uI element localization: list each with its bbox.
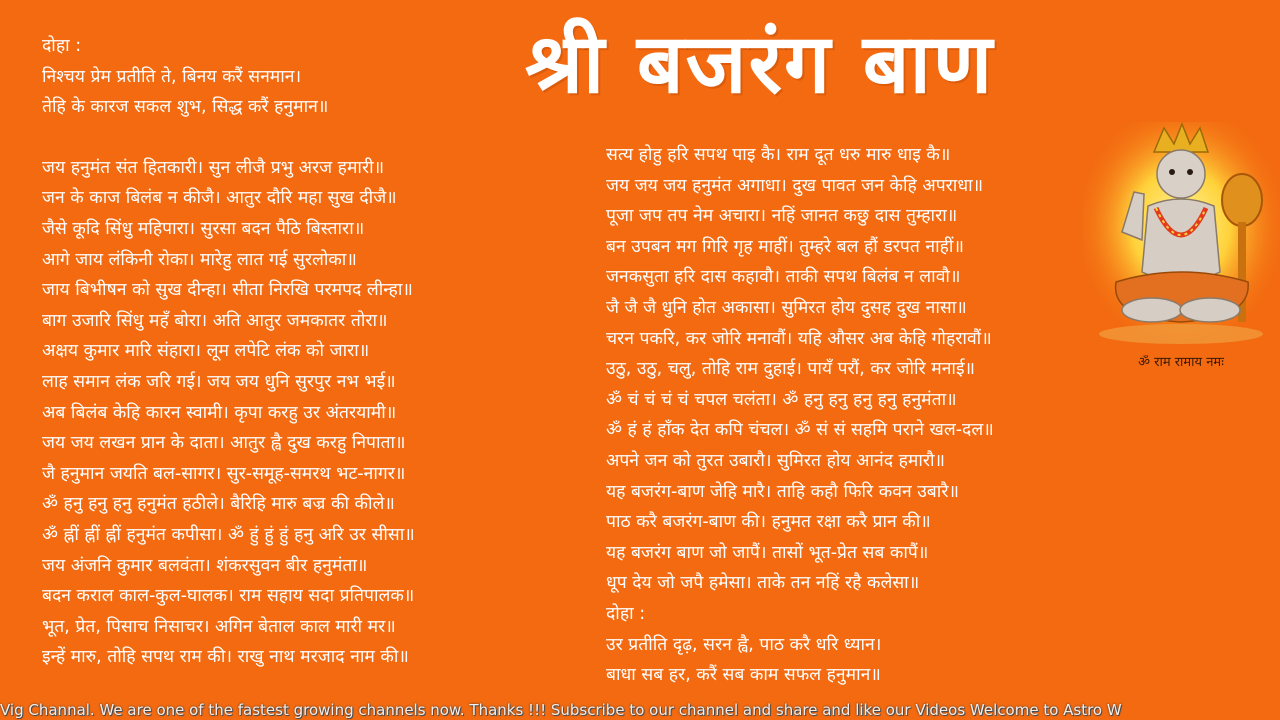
verse-line: जन के काज बिलंब न कीजै। आतुर दौरि महा सुख दीजै॥ xyxy=(42,188,397,209)
verse-line: जाय बिभीषन को सुख दीन्हा। सीता निरखि परमपद लीन्हा॥ xyxy=(42,280,413,301)
verse-line: जै जै जै धुनि होत अकासा। सुमिरत होय दुसह दुख नासा॥ xyxy=(606,297,967,318)
verse-line: अपने जन को तुरत उबारौ। सुमिरत होय आनंद हमारौ॥ xyxy=(606,450,946,471)
verse-line: अब बिलंब केहि कारन स्वामी। कृपा करहु उर अंतरयामी॥ xyxy=(42,402,397,423)
verse-line: धूप देय जो जपै हमेसा। ताके तन नहिं रहै कलेसा॥ xyxy=(606,573,920,594)
doha-line: तेहि के कारज सकल शुभ, सिद्ध करैं हनुमान॥ xyxy=(42,97,329,118)
deity-caption: ॐ राम रामाय नमः xyxy=(1138,355,1224,370)
scrolling-ticker: Vig Channal. We are one of the fastest growing channels now. Thanks !!! Subscribe to our channel and share and like our Videos Welcome to Astro W xyxy=(0,701,1122,719)
verse-line: जैसे कूदि सिंधु महिपारा। सुरसा बदन पैठि बिस्तारा॥ xyxy=(42,218,365,239)
verse-line: बाग उजारि सिंधु महँ बोरा। अति आतुर जमकातर तोरा॥ xyxy=(42,310,388,331)
verse-line: यह बजरंग-बाण जेहि मारै। ताहि कहौ फिरि कवन उबारै॥ xyxy=(606,481,959,502)
verse-line: जनकसुता हरि दास कहावौ। ताकी सपथ बिलंब न लावौ॥ xyxy=(606,267,961,288)
verse-line: ॐ ह्नीं ह्नीं ह्नीं हनुमंत कपीसा। ॐ हुं हुं हुं हनु अरि उर सीसा॥ xyxy=(42,524,415,545)
verse-line: बदन कराल काल-कुल-घालक। राम सहाय सदा प्रतिपालक॥ xyxy=(42,586,415,607)
verse-line: इन्हें मारु, तोहि सपथ राम की। राखु नाथ मरजाद नाम की॥ xyxy=(42,647,409,668)
right-verse-column xyxy=(606,140,994,691)
verse-line: बन उपबन मग गिरि गृह माहीं। तुम्हरे बल हौं डरपत नाहीं॥ xyxy=(606,236,964,257)
doha-line: बाधा सब हर, करैं सब काम सफल हनुमान॥ xyxy=(606,665,881,686)
verse-line: ॐ हनु हनु हनु हनुमंत हठीले। बैरिहि मारु बज्र की कीले॥ xyxy=(42,494,395,515)
verse-line: अक्षय कुमार मारि संहारा। लूम लपेटि लंक को जारा॥ xyxy=(42,341,370,362)
verse-line: जय हनुमंत संत हितकारी। सुन लीजै प्रभु अरज हमारी॥ xyxy=(42,157,385,178)
verse-line: जय अंजनि कुमार बलवंता। शंकरसुवन बीर हनुमंता॥ xyxy=(42,555,368,576)
verse-line: जय जय लखन प्रान के दाता। आतुर ह्वै दुख करहु निपाता॥ xyxy=(42,433,406,454)
verse-line: ॐ हं हं हाँक देत कपि चंचल। ॐ सं सं सहमि पराने खल-दल॥ xyxy=(606,420,994,441)
verse-line: सत्य होहु हरि सपथ पाइ कै। राम दूत धरु मारु धाइ कै॥ xyxy=(606,145,951,165)
verse-line: यह बजरंग बाण जो जापैं। तासों भूत-प्रेत सब कापैं॥ xyxy=(606,542,929,563)
hanuman-icon xyxy=(1082,122,1280,352)
verse-line: लाह समान लंक जरि गई। जय जय धुनि सुरपुर नभ भई॥ xyxy=(42,371,396,392)
doha-line: निश्चय प्रेम प्रतीति ते, बिनय करैं सनमान। xyxy=(42,66,302,87)
verse-line: पूजा जप तप नेम अचारा। नहिं जानत कछु दास तुम्हारा॥ xyxy=(606,206,958,227)
verse-line: भूत, प्रेत, पिसाच निसाचर। अगिन बेताल काल मारी मर॥ xyxy=(42,616,396,637)
verse-line: जै हनुमान जयति बल-सागर। सुर-समूह-समरथ भट-नागर॥ xyxy=(42,463,406,484)
verse-line: चरन पकरि, कर जोरि मनावौं। यहि औसर अब केहि गोहरावौं॥ xyxy=(606,328,992,349)
verse-line: ॐ चं चं चं चं चपल चलंता। ॐ हनु हनु हनु हनु हनुमंता॥ xyxy=(606,389,957,410)
verse-line: आगे जाय लंकिनी रोका। मारेहु लात गई सुरलोका॥ xyxy=(42,249,357,270)
doha-label: दोहा : xyxy=(606,603,646,624)
verse-line: उठु, उठु, चलु, तोहि राम दुहाई। पायँ परौं, कर जोरि मनाई॥ xyxy=(606,359,976,380)
verse-line: पाठ करै बजरंग-बाण की। हनुमत रक्षा करै प्रान की॥ xyxy=(606,512,931,533)
page-title: श्री बजरंग बाण xyxy=(525,17,995,112)
verse-line: जय जय जय हनुमंत अगाधा। दुख पावत जन केहि अपराधा॥ xyxy=(606,175,984,196)
left-verse-column xyxy=(42,31,415,673)
doha-label: दोहा : xyxy=(42,36,82,56)
doha-line: उर प्रतीति दृढ़, सरन ह्वै, पाठ करै धरि ध्यान। xyxy=(606,634,882,655)
hanuman-image xyxy=(1082,122,1280,378)
